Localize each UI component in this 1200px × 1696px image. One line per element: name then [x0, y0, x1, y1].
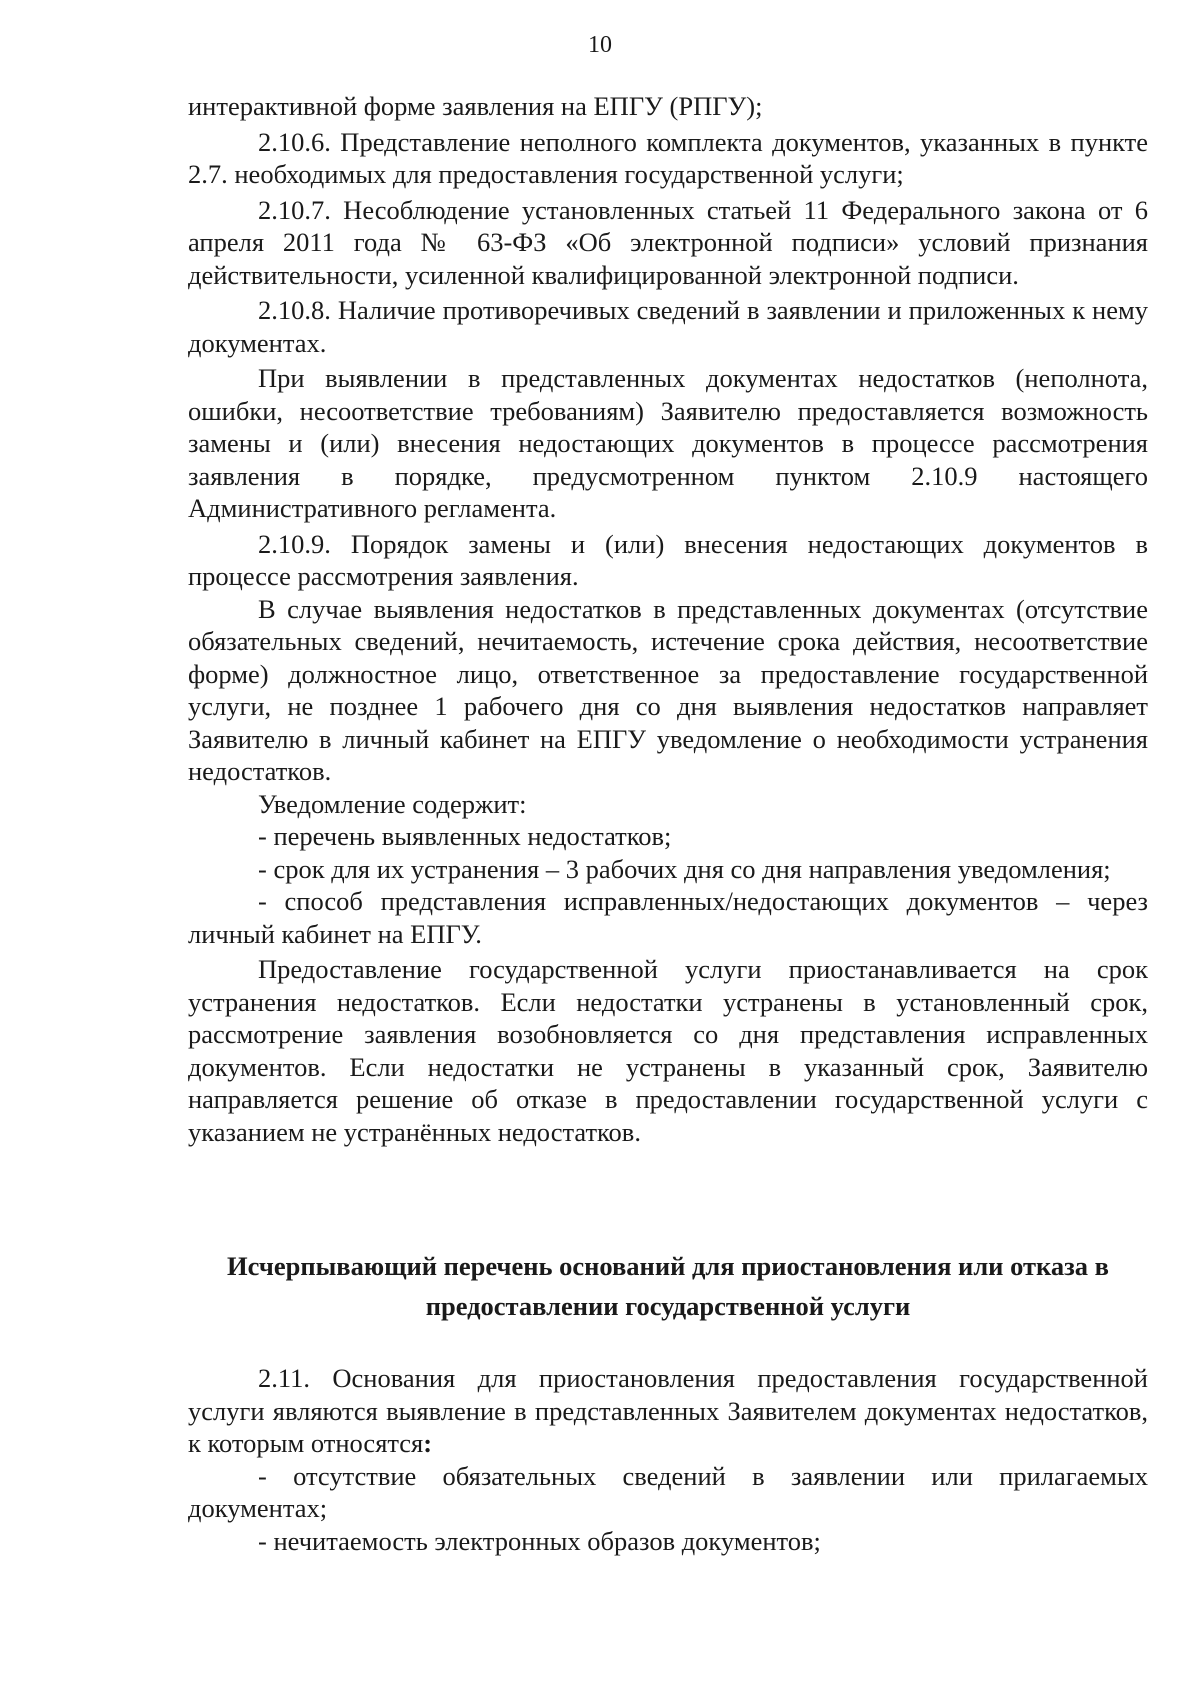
list-item-unreadable: - нечитаемость электронных образов документов; — [258, 1525, 821, 1556]
list-item-missing-info: - отсутствие обязательных сведений в заявлении или прилагаемых документах; — [188, 1460, 1148, 1523]
paragraph-2-11 — [188, 1362, 1148, 1460]
paragraph-2-10-6: 2.10.6. Представление неполного комплекта документов, указанных в пункте 2.7. необходимых для предоставления государственной услуги; — [188, 126, 1148, 189]
paragraph-notice-contains: Уведомление содержит: — [258, 788, 527, 819]
paragraph-2-10-7: 2.10.7. Несоблюдение установленных статьей 11 Федерального закона от 6 апреля 2011 года № 63-ФЗ «Об электронной подписи» условий признания действительности, усиленной квалифицированной электронной подписи. — [188, 194, 1148, 290]
paragraph-2-10-8: 2.10.8. Наличие противоречивых сведений в заявлении и приложенных к нему документах. — [188, 295, 1148, 358]
paragraph-notice-procedure: В случае выявления недостатков в представленных документах (отсутствие обязательных сведений, нечитаемость, истечение срока действия, несоответствие форме) должностное лицо, ответственное за предоставление государственной услуги, не позднее 1 рабочего дня со дня выявления недостатков направляет Заявителю в личный кабинет на ЕПГУ уведомление о необходимости устранения недостатков. — [188, 593, 1148, 786]
list-item-deficiency-list: - перечень выявленных недостатков; — [258, 821, 672, 851]
paragraph-2-10-9: 2.10.9. Порядок замены и (или) внесения недостающих документов в процессе рассмотрения заявления. — [188, 528, 1148, 591]
paragraph-suspension: Предоставление государственной услуги приостанавливается на срок устранения недостатков. Если недостатки устранены в установленный срок, рассмотрение заявления возобновляется со дня представления исправленных документов. Если недостатки не устранены в указанный срок, Заявителю направляется решение об отказе в предоставлении государственной услуги с указанием не устранённых недостатков. — [188, 954, 1148, 1147]
paragraph-continuation: интерактивной форме заявления на ЕПГУ (РПГУ); — [188, 91, 763, 121]
paragraph-2-11-colon: : — [423, 1428, 433, 1458]
list-item-submission-method: - способ представления исправленных/недостающих документов – через личный кабинет на ЕПГУ. — [188, 886, 1148, 949]
paragraph-2-11-text: 2.11. Основания для приостановления предоставления государственной услуги являются выявление в представленных Заявителем документах недостатков, к которым относятся — [188, 1363, 1148, 1458]
section-2-11 — [188, 1362, 1148, 1557]
document-body — [188, 90, 1148, 1148]
paragraph-deficiencies: При выявлении в представленных документах недостатков (неполнота, ошибки, несоответствие требованиям) Заявителю предоставляется возможность замены и (или) внесения недостающих документов в процессе рассмотрения заявления в порядке, предусмотренном пунктом 2.10.9 настоящего Административного регламента. — [188, 363, 1148, 523]
section-heading: Исчерпывающий перечень оснований для приостановления или отказа в предоставлении государственной услуги — [227, 1251, 1109, 1321]
list-item-deadline: - срок для их устранения – 3 рабочих дня со дня направления уведомления; — [258, 853, 1111, 884]
page-number: 10 — [588, 32, 612, 58]
